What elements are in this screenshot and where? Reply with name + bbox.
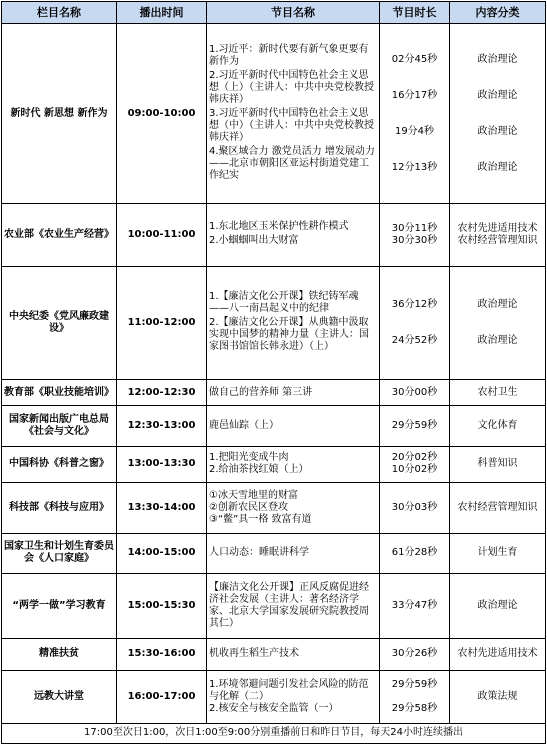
program-item: 4.聚区域合力 激党员活力 增发展动力——北京市朝阳区亚运村街道党建工作纪实 (209, 145, 375, 181)
program-durations (380, 24, 450, 204)
column-name: 新时代 新思想 新作为 (2, 24, 117, 204)
air-time: 15:30-16:00 (117, 638, 207, 670)
duration-item: 30分11秒 (391, 222, 438, 234)
program-schedule-table (1, 1, 546, 744)
program-names (207, 379, 380, 405)
duration-item: 29分59秒 (391, 419, 438, 431)
duration-item: 30分30秒 (391, 234, 438, 246)
program-durations (380, 533, 450, 573)
air-time: 12:00-12:30 (117, 379, 207, 405)
table-row (2, 483, 546, 534)
program-item: 【廉洁文化公开课】正风反腐促进经济社会发展（主讲人：著名经济学家、北京大学国家发展研究院教授周其仁） (209, 581, 369, 629)
program-names (207, 24, 380, 204)
duration-item: 10分02秒 (391, 464, 438, 476)
table-row (2, 533, 546, 573)
program-names (207, 671, 380, 724)
column-name: 中国科协《科普之窗》 (2, 446, 117, 482)
category-item: 农村先进适用技术 (457, 648, 538, 660)
category-item: 农村经营管理知识 (457, 501, 538, 513)
category-item: 农村经营管理知识 (457, 234, 538, 246)
duration-item: 29分59秒 (391, 678, 438, 690)
duration-item: 19分4秒 (394, 125, 435, 137)
air-time: 13:00-13:30 (117, 446, 207, 482)
program-item: 做自己的营养师 第三讲 (209, 386, 313, 398)
duration-item: 33分47秒 (391, 599, 438, 611)
column-name: 教育部《职业技能培训》 (2, 379, 117, 405)
column-name: 农业部《农业生产经营》 (2, 204, 117, 267)
header-category: 内容分类 (450, 2, 546, 24)
program-item: 人口动态：睡眠讲科学 (209, 547, 309, 559)
program-durations (380, 574, 450, 639)
program-names (207, 266, 380, 379)
duration-item: 16分17秒 (391, 89, 438, 101)
table-row (2, 204, 546, 267)
program-item: 2.小蝈蝈叫出大财富 (209, 234, 299, 246)
table-row (2, 446, 546, 482)
category-item: 文化体育 (477, 419, 518, 431)
program-durations (380, 671, 450, 724)
program-durations (380, 204, 450, 267)
content-categories (450, 406, 546, 446)
table-row (2, 24, 546, 204)
program-names (207, 406, 380, 446)
content-categories (450, 533, 546, 573)
content-categories (450, 638, 546, 670)
air-time: 12:30-13:00 (117, 406, 207, 446)
air-time: 14:00-15:00 (117, 533, 207, 573)
duration-item: 12分13秒 (391, 161, 438, 173)
program-durations (380, 406, 450, 446)
category-item: 政治理论 (477, 334, 518, 346)
program-names (207, 574, 380, 639)
program-names (207, 446, 380, 482)
content-categories (450, 24, 546, 204)
program-item: ②创新农民区登攻 (209, 501, 288, 513)
footer-row (2, 723, 546, 743)
program-item: 1.环境邻避问题引发社会风险的防范与化解（二） (209, 678, 369, 702)
duration-item: 36分12秒 (391, 298, 438, 310)
content-categories (450, 379, 546, 405)
category-item: 政治理论 (477, 298, 518, 310)
program-item: 1.把阳光变成牛肉 (209, 452, 289, 464)
column-name: “两学一做”学习教育 (2, 574, 117, 639)
category-item: 政策法规 (477, 690, 518, 702)
category-item: 政治理论 (477, 125, 518, 137)
duration-item: 24分52秒 (391, 334, 438, 346)
category-item: 政治理论 (477, 89, 518, 101)
air-time: 16:00-17:00 (117, 671, 207, 724)
program-item: 1.习近平：新时代要有新气象更要有新作为 (209, 43, 369, 67)
category-item: 农村卫生 (477, 386, 518, 398)
header-program-name: 节目名称 (207, 2, 380, 24)
air-time: 11:00-12:00 (117, 266, 207, 379)
program-names (207, 204, 380, 267)
table-row (2, 266, 546, 379)
program-item: 机收再生稻生产技术 (209, 648, 299, 660)
program-item: 鹿邑仙踪（上） (209, 419, 279, 431)
program-item: 2.习近平新时代中国特色社会主义思想（上）（主讲人：中共中央党校教授韩庆祥） (209, 69, 374, 105)
header-column-name: 栏目名称 (2, 2, 117, 24)
program-item: 2.给油茶找红娘（上） (209, 464, 309, 476)
duration-item: 29分58秒 (391, 702, 438, 714)
program-item: 2.核安全与核安全监管（一） (209, 702, 339, 714)
column-name: 中央纪委《党风廉政建设》 (2, 266, 117, 379)
program-item: 1.东北地区玉米保护性耕作模式 (209, 220, 349, 232)
program-item: ③“鳖”具一格 致富有道 (209, 513, 312, 525)
header-air-time: 播出时间 (117, 2, 207, 24)
category-item: 科普知识 (477, 458, 518, 470)
schedule-footnote: 17:00至次日1:00，次日1:00至9:00分别重播前日和昨日节目，每天24小时连续播出 (2, 723, 546, 743)
program-item: ①冰天雪地里的财富 (209, 489, 298, 501)
program-durations (380, 446, 450, 482)
content-categories (450, 446, 546, 482)
category-item: 政治理论 (477, 53, 518, 65)
column-name: 国家卫生和计划生育委员会《人口家庭》 (2, 533, 117, 573)
program-names (207, 533, 380, 573)
content-categories (450, 204, 546, 267)
air-time: 13:30-14:00 (117, 483, 207, 534)
air-time: 10:00-11:00 (117, 204, 207, 267)
duration-item: 30分26秒 (391, 648, 438, 660)
table-row (2, 574, 546, 639)
content-categories (450, 266, 546, 379)
content-categories (450, 671, 546, 724)
program-durations (380, 483, 450, 534)
air-time: 09:00-10:00 (117, 24, 207, 204)
program-item: 1.【廉洁文化公开课】铁纪铸军魂——八一南昌起义中的纪律 (209, 290, 359, 314)
table-row (2, 638, 546, 670)
air-time: 15:00-15:30 (117, 574, 207, 639)
header-duration: 节目时长 (380, 2, 450, 24)
duration-item: 61分28秒 (391, 547, 438, 559)
duration-item: 02分45秒 (391, 53, 438, 65)
duration-item: 30分00秒 (391, 386, 438, 398)
program-item: 2.【廉洁文化公开课】从典籍中汲取实现中国梦的精神力量（主讲人：国家图书馆馆长韩永进）（上） (209, 316, 369, 352)
program-durations (380, 638, 450, 670)
duration-item: 20分02秒 (391, 452, 438, 464)
column-name: 科技部《科技与应用》 (2, 483, 117, 534)
category-item: 政治理论 (477, 161, 518, 173)
category-item: 农村先进适用技术 (457, 222, 538, 234)
program-names (207, 483, 380, 534)
table-row (2, 379, 546, 405)
category-item: 计划生育 (477, 547, 518, 559)
column-name: 远教大讲堂 (2, 671, 117, 724)
program-names (207, 638, 380, 670)
duration-item: 30分03秒 (391, 501, 438, 513)
content-categories (450, 574, 546, 639)
program-item: 3.习近平新时代中国特色社会主义思想（中）（主讲人：中共中央党校教授韩庆祥） (209, 107, 374, 143)
header-row (2, 2, 546, 24)
program-durations (380, 379, 450, 405)
content-categories (450, 483, 546, 534)
column-name: 精准扶贫 (2, 638, 117, 670)
program-durations (380, 266, 450, 379)
table-row (2, 671, 546, 724)
category-item: 政治理论 (477, 599, 518, 611)
column-name: 国家新闻出版广电总局《社会与文化》 (2, 406, 117, 446)
table-row (2, 406, 546, 446)
